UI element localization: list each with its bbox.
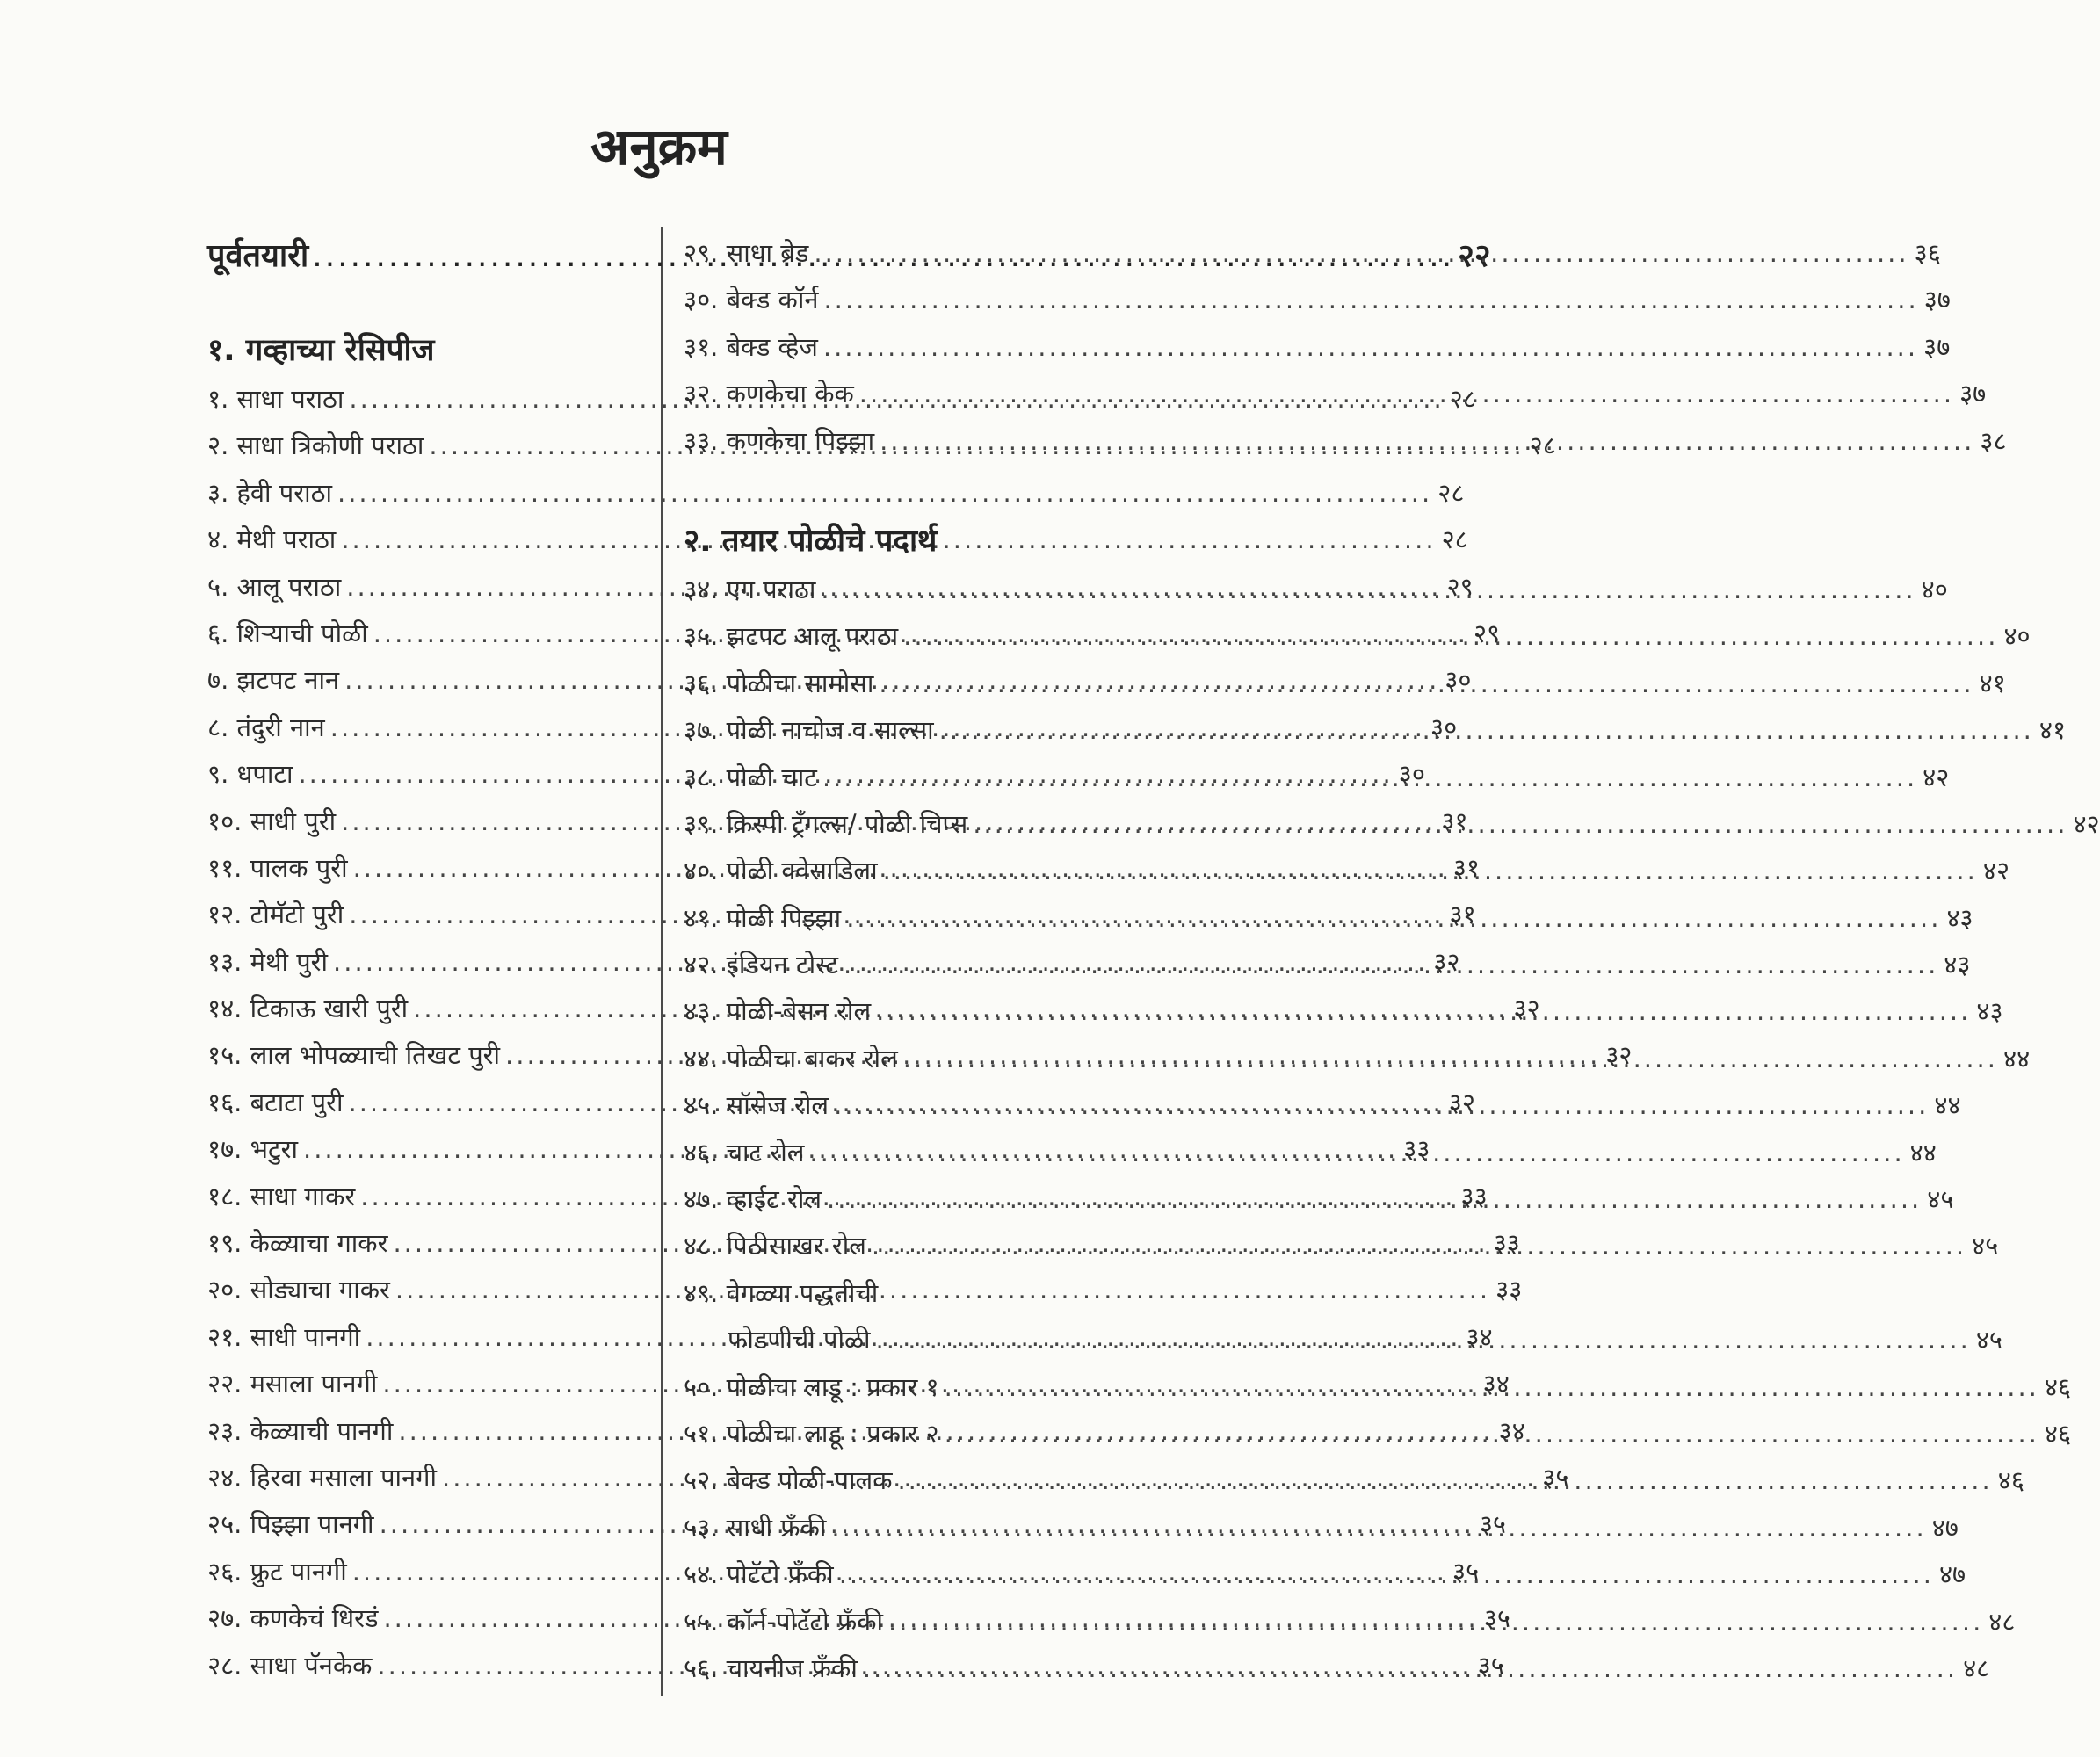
entry-page: ४४ bbox=[1934, 1090, 1961, 1121]
toc-entry[interactable] bbox=[684, 277, 1951, 323]
entry-page: ३० bbox=[1398, 759, 1425, 790]
entry-page: ३५ bbox=[1477, 1650, 1504, 1681]
entry-page: ४६ bbox=[1997, 1465, 2024, 1496]
entry-label: ४३. पोळी-बेसन रोल bbox=[684, 996, 872, 1027]
entry-page: ४२ bbox=[2073, 808, 2100, 839]
dot-leader bbox=[827, 1176, 1922, 1223]
entry-label: ४८. पिठीसाखर रोल bbox=[684, 1231, 866, 1262]
toc-entry[interactable] bbox=[684, 324, 1951, 371]
entry-page: ३४ bbox=[1466, 1321, 1493, 1352]
entry-label: ३१. बेक्ड व्हेज bbox=[684, 331, 818, 362]
dot-leader bbox=[834, 1082, 1929, 1129]
entry-page: ३१ bbox=[1449, 900, 1476, 930]
dot-leader bbox=[939, 707, 2034, 754]
entry-page: २९ bbox=[1473, 618, 1501, 648]
toc-entry[interactable] bbox=[207, 470, 1465, 517]
entry-page: २८ bbox=[1449, 384, 1476, 414]
dot-leader bbox=[821, 567, 1915, 613]
entry-page: २२ bbox=[1458, 238, 1491, 274]
entry-page: ४० bbox=[1921, 574, 1948, 604]
entry-page: ३७ bbox=[1959, 379, 1987, 409]
dot-leader bbox=[903, 1036, 1998, 1082]
entry-label: ८. तंदुरी नान bbox=[207, 712, 325, 742]
dot-leader bbox=[945, 1364, 2039, 1411]
entry-page: ४८ bbox=[1963, 1652, 1990, 1683]
entry-label: ३७. पोळी नाचोज व साल्सा bbox=[684, 715, 934, 746]
entry-label: १९. केळ्याचा गाकर bbox=[207, 1228, 388, 1259]
dot-leader bbox=[903, 613, 1998, 660]
dot-leader bbox=[876, 1317, 1971, 1363]
entry-label: ३८. पोळी चाट bbox=[684, 762, 817, 792]
entry-label: ४०. पोळी क्वेसाडिला bbox=[684, 856, 878, 886]
entry-page: ३५ bbox=[1452, 1556, 1480, 1587]
dot-leader bbox=[880, 418, 1974, 465]
entry-page: ३६ bbox=[1914, 238, 1941, 268]
entry-page: ३२ bbox=[1448, 1087, 1475, 1117]
entry-label: २६. फ्रुट पानगी bbox=[207, 1556, 347, 1587]
entry-page: ४५ bbox=[1927, 1184, 1954, 1215]
entry-page: २९ bbox=[1446, 571, 1474, 602]
entry-label: २८. साधा पॅनकेक bbox=[207, 1650, 373, 1681]
entry-page: ३१ bbox=[1452, 852, 1481, 883]
entry-label: ४४. पोळीचा बाकर रोल bbox=[684, 1043, 898, 1074]
entry-label: ४६. चाट रोल bbox=[684, 1137, 805, 1168]
entry-label: ३२. कणकेचा केक bbox=[684, 379, 854, 409]
entry-page: ४० bbox=[2003, 621, 2031, 652]
section-heading-1: १. गव्हाच्या रेसिपीज bbox=[207, 333, 435, 368]
entry-label: २. साधा त्रिकोणी पराठा bbox=[207, 430, 424, 461]
entry-label: २५. पिझ्झा पानगी bbox=[207, 1509, 374, 1540]
entry-page: ३१ bbox=[1441, 806, 1468, 836]
entry-page: ४८ bbox=[1988, 1606, 2016, 1637]
entry-page: ४३ bbox=[1946, 902, 1973, 933]
entry-label: ५१. पोळीचा लाडू : प्रकार २ bbox=[684, 1418, 939, 1449]
entry-label: २९. साधा ब्रेड bbox=[684, 238, 809, 268]
entry-page: ३२ bbox=[1605, 1040, 1633, 1071]
dot-leader bbox=[872, 1223, 1966, 1269]
entry-page: ४३ bbox=[1944, 950, 1971, 980]
entry-page: ४६ bbox=[2044, 1418, 2072, 1449]
entry-page: ४२ bbox=[1982, 856, 2010, 886]
entry-label: १६. बटाटा पुरी bbox=[207, 1087, 344, 1117]
entry-page: २८ bbox=[1441, 524, 1468, 555]
entry-page: ३७ bbox=[1923, 331, 1951, 362]
entry-page: ४५ bbox=[1975, 1325, 2002, 1356]
entry-label: १४. टिकाऊ खारी पुरी bbox=[207, 994, 409, 1024]
entry-label: १०. साधी पुरी bbox=[207, 806, 337, 836]
entry-label: ३३. कणकेचा पिझ्झा bbox=[684, 425, 875, 456]
entry-label: १५. लाल भोपळ्याची तिखट पुरी bbox=[207, 1040, 501, 1071]
entry-page: ४१ bbox=[1979, 668, 2006, 698]
entry-page: ४७ bbox=[1938, 1559, 1966, 1590]
entry-page: ३५ bbox=[1483, 1603, 1510, 1634]
entry-label: २७. कणकेचं धिरडं bbox=[207, 1603, 379, 1634]
dot-leader bbox=[822, 755, 1917, 801]
entry-page: २८ bbox=[1529, 430, 1556, 461]
entry-label: ६. शिऱ्याची पोळी bbox=[207, 618, 368, 648]
entry-label: ४९. वेगळ्या पद्धतीची bbox=[684, 1277, 879, 1308]
dot-leader bbox=[823, 324, 1918, 371]
entry-page: ३३ bbox=[1403, 1134, 1430, 1165]
dot-leader bbox=[883, 848, 1978, 894]
entry-page: ३४ bbox=[1498, 1415, 1525, 1446]
entry-label: १८. साधा गाकर bbox=[207, 1181, 356, 1211]
entry-page: २८ bbox=[1437, 477, 1465, 508]
entry-page: ३० bbox=[1445, 665, 1472, 696]
dot-leader bbox=[879, 661, 1973, 707]
entry-page: ४१ bbox=[2038, 715, 2067, 746]
dot-leader bbox=[863, 1645, 1958, 1692]
toc-entry[interactable] bbox=[684, 1270, 1109, 1317]
entry-page: ४५ bbox=[1972, 1231, 1999, 1262]
entry-label: ११. पालक पुरी bbox=[207, 852, 348, 883]
entry-label: ३५. झटपट आलू पराठा bbox=[684, 621, 899, 652]
entry-label: ३०. बेक्ड कॉर्न bbox=[684, 285, 819, 315]
entry-label: पूर्वतयारी bbox=[207, 238, 309, 274]
entry-label: १२. टोमॅटो पुरी bbox=[207, 900, 344, 930]
entry-label: ३९. क्रिस्पी ट्रँगल्स/ पोळी चिप्स bbox=[684, 808, 968, 839]
entry-page: ४४ bbox=[2003, 1043, 2031, 1074]
entry-page: ३७ bbox=[1923, 285, 1951, 315]
entry-label: ३४. एग पराठा bbox=[684, 574, 816, 604]
entry-label: ९. धपाटा bbox=[207, 759, 293, 790]
dot-leader bbox=[888, 1599, 1983, 1645]
dot-leader bbox=[897, 1457, 1992, 1504]
entry-page: ३३ bbox=[1460, 1181, 1488, 1211]
entry-label: ४७. व्हाईट रोल bbox=[684, 1184, 822, 1215]
entry-page: ३५ bbox=[1479, 1509, 1506, 1540]
entry-page: ३५ bbox=[1542, 1462, 1569, 1493]
entry-label: ५६. चायनीज फ्रँकी bbox=[684, 1652, 858, 1683]
page-title: अनुक्रम bbox=[590, 117, 728, 177]
entry-label: ७. झटपट नान bbox=[207, 665, 340, 696]
dot-leader bbox=[823, 277, 1918, 323]
entry-label: ३. हेवी पराठा bbox=[207, 477, 332, 508]
dot-leader bbox=[831, 1505, 1926, 1551]
entry-label: फोडणीची पोळी bbox=[728, 1325, 871, 1356]
entry-label: १७. भटुरा bbox=[207, 1134, 298, 1165]
dot-leader bbox=[844, 942, 1938, 988]
dot-leader bbox=[846, 895, 1941, 942]
entry-page: ४६ bbox=[2044, 1371, 2072, 1402]
entry-page: ३४ bbox=[1482, 1369, 1510, 1399]
dot-leader bbox=[973, 801, 2067, 848]
entry-label: ५३. साधी फ्रँकी bbox=[684, 1512, 827, 1543]
entry-label: ५२. बेक्ड पोळी-पालक bbox=[684, 1465, 893, 1496]
entry-label: ३६. पोळीचा सामोसा bbox=[684, 668, 874, 698]
entry-label: २०. सोड्याचा गाकर bbox=[207, 1275, 390, 1305]
entry-label: ४५. सॉसेज रोल bbox=[684, 1090, 829, 1121]
section-heading-2: २. तयार पोळीचे पदार्थ bbox=[684, 523, 938, 559]
entry-page: ३८ bbox=[1980, 425, 2007, 456]
entry-label: १३. मेथी पुरी bbox=[207, 946, 329, 977]
entry-label: २३. केळ्याची पानगी bbox=[207, 1415, 394, 1446]
entry-label: ५५. कॉर्न-पोटॅटो फ्रँकी bbox=[684, 1606, 884, 1637]
entry-page: ४२ bbox=[1923, 762, 1950, 792]
entry-label: ५०. पोळीचा लाडू : प्रकार १ bbox=[684, 1371, 939, 1402]
dot-leader bbox=[876, 988, 1971, 1035]
entry-page: ४७ bbox=[1931, 1512, 1959, 1543]
entry-label: २१. साधी पानगी bbox=[207, 1321, 361, 1352]
dot-leader bbox=[814, 230, 1908, 277]
entry-label: २२. मसाला पानगी bbox=[207, 1369, 378, 1399]
entry-label: ४१. पोळी पिझ्झा bbox=[684, 902, 842, 933]
entry-page: ३३ bbox=[1493, 1228, 1520, 1259]
dot-leader bbox=[809, 1130, 1904, 1176]
entry-label: १. साधा पराठा bbox=[207, 384, 344, 414]
entry-label: २४. हिरवा मसाला पानगी bbox=[207, 1462, 437, 1493]
entry-label: ४२. इंडियन टोस्ट bbox=[684, 950, 839, 980]
entry-page: ४३ bbox=[1976, 996, 2003, 1027]
entry-page: ३० bbox=[1430, 712, 1458, 742]
dot-leader bbox=[859, 371, 1954, 417]
entry-label: ५. आलू पराठा bbox=[207, 571, 342, 602]
entry-page: ३३ bbox=[1495, 1275, 1523, 1305]
entry-label: ५४. पोटॅटो फ्रँकी bbox=[684, 1559, 834, 1590]
dot-leader bbox=[839, 1551, 1934, 1598]
entry-page: ३२ bbox=[1513, 994, 1540, 1024]
dot-leader bbox=[945, 1411, 2039, 1457]
entry-page: ४४ bbox=[1909, 1137, 1937, 1168]
entry-label: ४. मेथी पराठा bbox=[207, 524, 337, 555]
entry-page: ३२ bbox=[1433, 946, 1460, 977]
